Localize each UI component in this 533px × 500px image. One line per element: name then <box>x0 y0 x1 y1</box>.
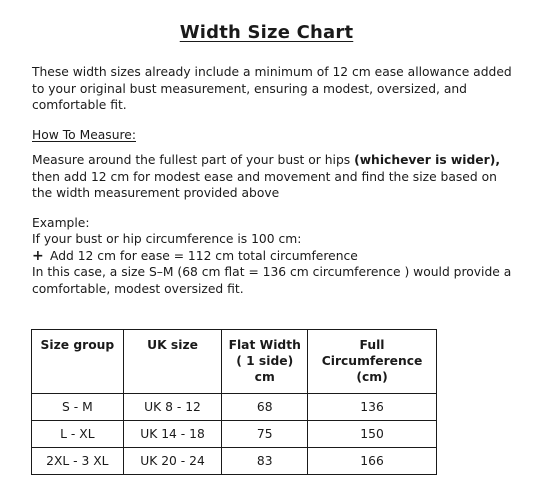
size-table <box>31 329 437 475</box>
header-size-group: Size group <box>32 330 124 394</box>
cell-full-circumference: 150 <box>308 421 437 448</box>
example-label: Example: <box>32 215 90 230</box>
table-row <box>32 448 437 475</box>
how-to-measure-paragraph <box>32 152 512 202</box>
plus-icon: + <box>32 247 44 264</box>
page-title: Width Size Chart <box>179 22 354 43</box>
table-header-row <box>32 330 437 394</box>
cell-flat-width: 75 <box>222 421 308 448</box>
cell-flat-width: 68 <box>222 394 308 421</box>
example-line-1: If your bust or hip circumference is 100 cm: <box>32 232 302 246</box>
header-full-circumference: Full Circumference (cm) <box>308 330 437 394</box>
cell-full-circumference: 136 <box>308 394 437 421</box>
example-block <box>32 215 512 298</box>
cell-size-group: S - M <box>32 394 124 421</box>
cell-uk-size: UK 20 - 24 <box>123 448 222 475</box>
intro-paragraph: These width sizes already include a minimum of 12 cm ease allowance added to your original bust measurement, ensuring a modest, oversized, and comfortable fit. <box>32 65 512 112</box>
cell-full-circumference: 166 <box>308 448 437 475</box>
table-row <box>32 421 437 448</box>
example-line-2 <box>32 248 512 265</box>
cell-size-group: L - XL <box>32 421 124 448</box>
content-body <box>32 64 512 297</box>
cell-uk-size: UK 8 - 12 <box>123 394 222 421</box>
example-line-3: In this case, a size S–M (68 cm flat = 136 cm circumference ) would provide a comfortable, modest oversized fit. <box>32 265 512 296</box>
example-line-2-text: Add 12 cm for ease = 112 cm total circumference <box>50 248 358 263</box>
how-to-text-before: Measure around the fullest part of your bust or hips <box>32 153 355 167</box>
header-uk-size: UK size <box>123 330 222 394</box>
how-to-text-after: then add 12 cm for modest ease and movement and find the size based on the width measurement provided above <box>32 169 497 200</box>
cell-flat-width: 83 <box>222 448 308 475</box>
cell-size-group: 2XL - 3 XL <box>32 448 124 475</box>
cell-uk-size: UK 14 - 18 <box>123 421 222 448</box>
header-flat-width: Flat Width ( 1 side) cm <box>222 330 308 394</box>
how-to-text-bold: (whichever is wider), <box>354 153 501 167</box>
table-row <box>32 394 437 421</box>
how-to-measure-heading: How To Measure: <box>32 127 136 142</box>
